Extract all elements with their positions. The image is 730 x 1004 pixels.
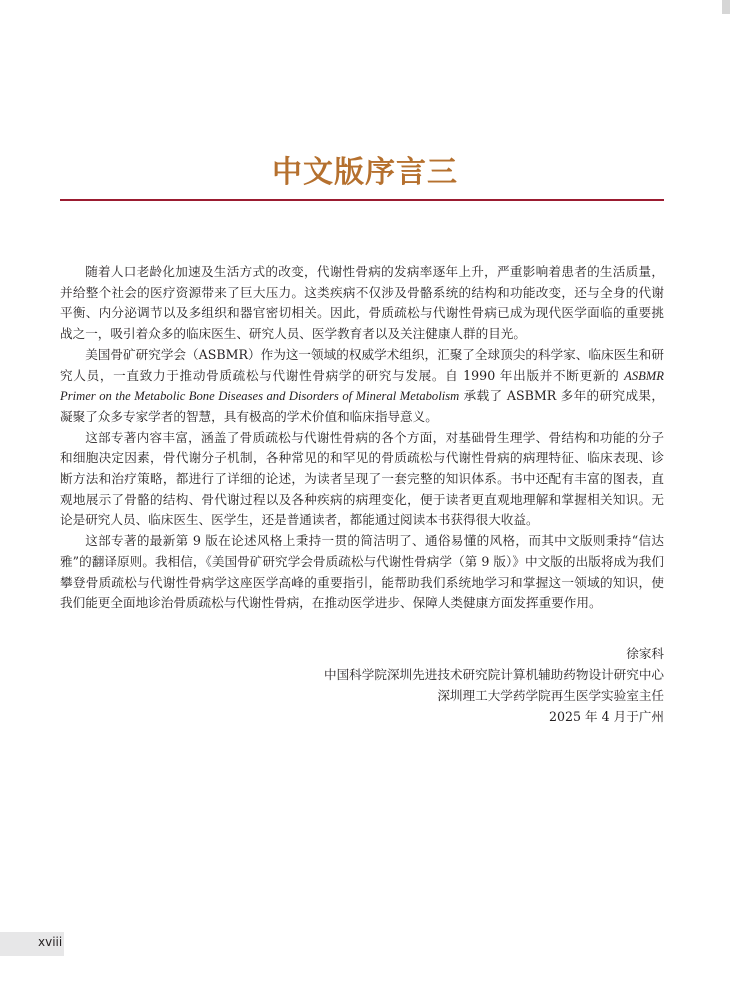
signature-date: 2025 年 4 月于广州 (548, 709, 664, 724)
page-title: 中文版序言三 (272, 155, 458, 190)
corner-crop-mark (722, 0, 730, 14)
paragraph-2-text-start: 美国骨矿研究学会（ASBMR）作为这一领域的权威学术组织，汇聚了全球顶尖的科学家、临床医生和研究人员，一直致力于推动骨质疏松与代谢性骨病学的研究与发展。自 1990 年出版并不断更新的 (60, 346, 664, 383)
page-number: xviii (38, 935, 63, 949)
book-title-italic: ASBMR Primer on the Metabolic Bone Diseases and Disorders of Mineral Metabolism (60, 368, 664, 404)
paragraph-3 (60, 428, 664, 532)
paragraph-1 (60, 262, 664, 345)
paragraph-2 (60, 345, 664, 428)
title-divider (60, 199, 664, 201)
signature-block (324, 643, 664, 727)
paragraph-4-text: 这部专著的最新第 9 版在论述风格上秉持一贯的简洁明了、通俗易懂的风格，而其中文版则秉持“信达雅”的翻译原则。我相信，《美国骨矿研究学会骨质疏松与代谢性骨病学（第 9 版）》中文版的出版将成为我们攀登骨质疏松与代谢性骨病学这座医学高峰的重要指引，能帮助我们系统地学习和掌握这一领域的知识，使我们能更全面地诊治骨质疏松与代谢性骨病，在推动医学进步、保障人类健康方面发挥重要作用。 (60, 533, 664, 611)
preface-body (60, 262, 664, 614)
page-number-tab (0, 932, 64, 956)
signature-affiliation-2: 深圳理工大学药学院再生医学实验室主任 (437, 688, 664, 703)
paragraph-1-text: 随着人口老龄化加速及生活方式的改变，代谢性骨病的发病率逐年上升，严重影响着患者的生活质量，并给整个社会的医疗资源带来了巨大压力。这类疾病不仅涉及骨骼系统的结构和功能改变，还与全身的代谢平衡、内分泌调节以及多组织和器官密切相关。因此，骨质疏松与代谢性骨病已成为现代医学面临的重要挑战之一，吸引着众多的临床医生、研究人员、医学教育者以及关注健康人群的目光。 (60, 264, 664, 342)
paragraph-3-text: 这部专著内容丰富，涵盖了骨质疏松与代谢性骨病的各个方面，对基础骨生理学、骨结构和功能的分子和细胞决定因素，骨代谢分子机制，各种常见的和罕见的骨质疏松与代谢性骨病的病理特征、临床表现、诊断方法和治疗策略，都进行了详细的论述，为读者呈现了一套完整的知识体系。书中还配有丰富的图表，直观地展示了骨骼的结构、骨代谢过程以及各种疾病的病理变化，便于读者更直观地理解和掌握相关知识。无论是研究人员、临床医生、医学生，还是普通读者，都能通过阅读本书获得很大收益。 (60, 429, 664, 528)
signature-name: 徐家科 (626, 646, 664, 661)
paragraph-4 (60, 531, 664, 614)
paragraph-2-text-end: 承载了 ASBMR 多年的研究成果，凝聚了众多专家学者的智慧，具有极高的学术价值和临床指导意义。 (60, 388, 664, 424)
signature-affiliation-1: 中国科学院深圳先进技术研究院计算机辅助药物设计研究中心 (323, 667, 664, 682)
